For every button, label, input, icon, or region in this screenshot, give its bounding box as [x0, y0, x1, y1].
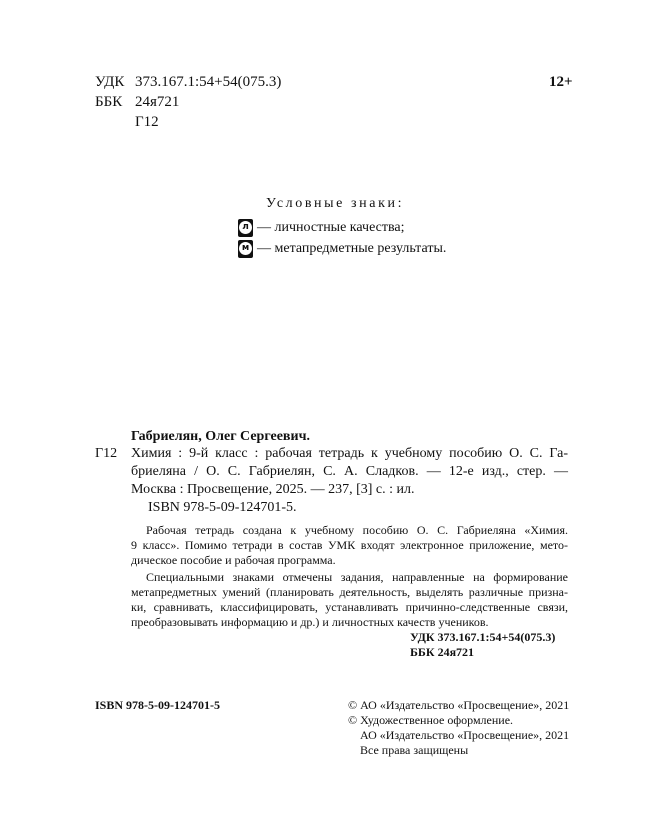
annotation-line: ки, сравнивать, классифицировать, устанавливать причинно-следственные связи,	[131, 600, 568, 614]
annotation-line: преобразовывать информацию и др.) и личностных качеств учеников.	[131, 615, 489, 629]
copyright-line: © АО «Издательство «Просвещение», 2021	[348, 698, 570, 712]
annotation-line: метапредметных умений (планировать деятельность, выделять различные призна-	[131, 585, 568, 599]
card-title-line: бриеляна / О. С. Габриелян, С. А. Сладков. — 12-е изд., стер. —	[131, 464, 568, 479]
metasubject-results-icon: м	[238, 240, 253, 258]
legend-item-personal	[238, 219, 405, 237]
personal-qualities-icon: л	[238, 219, 253, 237]
author-mark-top: Г12	[135, 114, 159, 130]
card-author-mark: Г12	[95, 446, 118, 461]
annotation-line: дическое пособие и рабочая программа.	[131, 553, 336, 567]
footer-isbn: ISBN 978-5-09-124701-5	[95, 698, 220, 712]
legend-item-label: — личностные качества;	[257, 220, 405, 235]
copyright-line: Все права защищены	[360, 743, 469, 757]
udk-line	[95, 72, 281, 92]
bbk-value: 24я721	[135, 94, 180, 110]
card-title-line: Химия : 9-й класс : рабочая тетрадь к учебному пособию О. С. Га-	[131, 446, 568, 461]
card-isbn: ISBN 978-5-09-124701-5.	[148, 500, 297, 515]
bbk-line	[95, 92, 179, 112]
udk-value: 373.167.1:54+54(075.3)	[135, 74, 282, 90]
udk-label: УДК	[95, 74, 125, 90]
card-title-line: Москва : Просвещение, 2025. — 237, [3] с. : ил.	[131, 482, 415, 497]
legend-item-metasubject	[238, 240, 446, 258]
annotation-line: Специальными знаками отмечены задания, направленные на формирование	[146, 570, 568, 584]
copyright-line: АО «Издательство «Просвещение», 2021	[360, 728, 570, 742]
card-bbk: ББК 24я721	[410, 645, 475, 659]
card-author-heading: Габриелян, Олег Сергеевич.	[131, 429, 310, 444]
card-udk: УДК 373.167.1:54+54(075.3)	[410, 630, 556, 644]
annotation-line: Рабочая тетрадь создана к учебному пособию О. С. Габриеляна «Химия.	[146, 523, 568, 537]
copyright-line: © Художественное оформление.	[348, 713, 514, 727]
age-rating: 12+	[549, 74, 573, 90]
bbk-label: ББК	[95, 94, 123, 110]
legend-title: Условные знаки:	[266, 196, 405, 211]
legend-item-label: — метапредметные результаты.	[257, 241, 447, 256]
annotation-line: 9 класс». Помимо тетради в состав УМК входят электронное приложение, мето-	[131, 538, 568, 552]
